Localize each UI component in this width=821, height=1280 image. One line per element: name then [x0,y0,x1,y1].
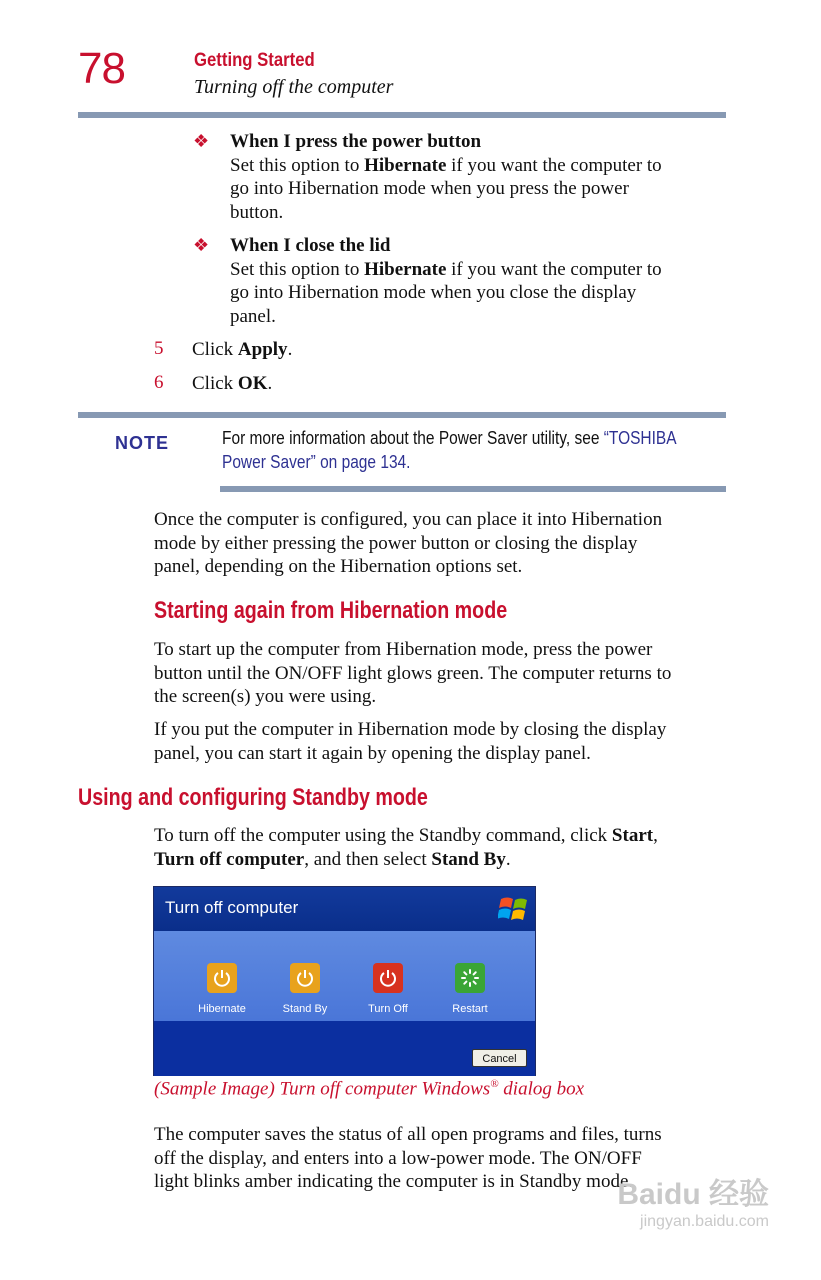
line: off the display, and enters into a low-power mode. The ON/OFF [154,1147,642,1169]
windows-logo-icon [498,893,530,925]
bullet-line [230,154,730,178]
bullet-line [230,258,730,282]
note-bottom-rule [220,486,726,492]
note-text [222,427,712,474]
note-label: NOTE [115,433,170,453]
stand-by-label: Stand By [282,1003,328,1015]
turn-off-dialog-image [153,886,536,1076]
watermark-brand: Baidu 经验 [617,1178,769,1211]
image-caption [154,1078,584,1100]
line: If you put the computer in Hibernation mode by closing the display [154,719,667,740]
paragraph [154,508,754,579]
text: . [267,373,273,394]
bold-text: Start [611,825,654,846]
restart-label: Restart [452,1003,488,1015]
hibernate-button[interactable] [207,963,237,993]
bullet-item [230,130,730,224]
line [154,824,754,848]
bullet-title: When I close the lid [230,235,391,256]
cancel-button[interactable]: Cancel [472,1049,527,1067]
bold-text: Stand By [431,848,506,870]
text: For more information about the Power Saver utility, see [222,428,604,448]
line: button until the ON/OFF light glows green. The computer returns to [154,662,672,684]
turn-off-button[interactable] [373,963,403,993]
paragraph [154,824,754,871]
watermark [617,1178,769,1232]
power-icon [212,968,232,988]
bullet-line: button. [230,201,284,223]
note-link[interactable]: Power Saver” on page 134. [222,451,411,472]
line: the screen(s) you were using. [154,686,377,707]
paragraph [154,638,754,709]
bold-text: OK [237,373,268,394]
step-text [192,372,272,396]
step-number: 6 [154,372,164,393]
line: light blinks amber indicating the computer is in Standby mode. [154,1171,634,1192]
note-top-rule [78,412,726,418]
text: Click [192,373,238,394]
line [154,848,754,872]
bullet-line: panel. [230,305,276,327]
heading-standby: Using and configuring Standby mode [78,784,428,811]
bullet-line: go into Hibernation mode when you press the power [230,178,629,199]
restart-icon [460,968,480,988]
bold-text: Apply [237,339,288,360]
dialog-title: Turn off computer [165,898,299,917]
section-title: Getting Started [194,50,315,71]
hibernate-label: Hibernate [198,1003,246,1015]
registered-mark: ® [490,1078,499,1090]
bold-text: Hibernate [364,258,447,280]
line: The computer saves the status of all open programs and files, turns [154,1124,662,1145]
text: , [653,825,658,846]
bullet-line: go into Hibernation mode when you close the display [230,282,637,303]
text: (Sample Image) Turn off computer Windows [154,1078,491,1100]
text: . [287,339,293,360]
bullet-icon: ❖ [193,235,210,255]
line: To start up the computer from Hibernation mode, press the power [154,639,653,660]
bullet-icon: ❖ [193,131,210,151]
text: dialog box [498,1078,585,1100]
dialog-body [154,931,535,1021]
stand-by-button[interactable] [290,963,320,993]
line: panel, you can start it again by opening the display panel. [154,742,591,764]
text: if you want the computer to [446,258,662,280]
power-icon [295,968,315,988]
bold-text: Turn off computer [154,848,305,870]
text: if you want the computer to [446,154,662,176]
line: panel, depending on the Hibernation options set. [154,556,523,577]
turn-off-label: Turn Off [368,1003,408,1015]
step-number: 5 [154,338,164,359]
power-icon [378,968,398,988]
text: . [505,848,511,870]
page-number: 78 [78,44,125,93]
bold-text: Hibernate [364,154,447,176]
bullet-title: When I press the power button [230,131,482,152]
heading-hibernation: Starting again from Hibernation mode [154,597,508,624]
note-link[interactable]: “TOSHIBA [603,428,677,448]
header-rule [78,112,726,118]
bullet-item [230,234,730,328]
step-text [192,338,292,362]
text: , and then select [304,848,432,870]
subsection-title: Turning off the computer [194,76,394,98]
paragraph [154,718,754,765]
watermark-url: jingyan.baidu.com [640,1213,769,1230]
text: To turn off the computer using the Standby command, click [154,825,612,846]
line: mode by either pressing the power button or closing the display [154,532,638,554]
line: Once the computer is configured, you can place it into Hibernation [154,509,663,530]
dialog-titlebar [154,887,535,931]
text: Click [192,339,238,360]
restart-button[interactable] [455,963,485,993]
text: Set this option to [230,154,365,176]
text: Set this option to [230,258,365,280]
